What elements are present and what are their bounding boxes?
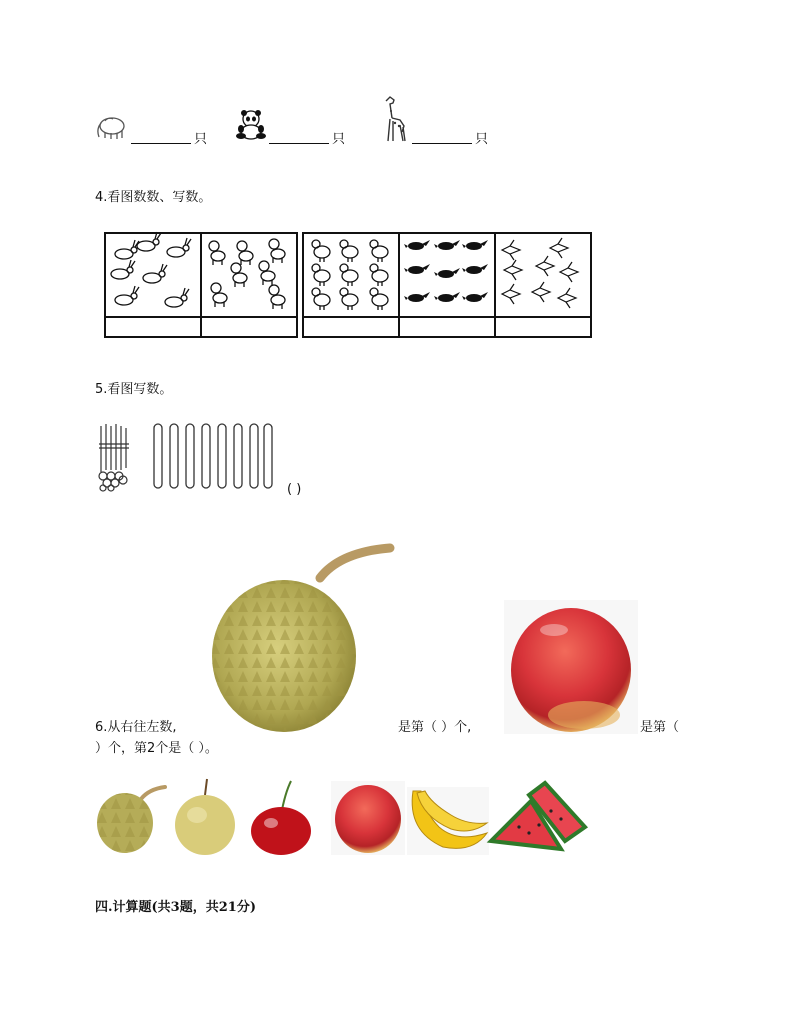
q3-blank-1[interactable] (131, 131, 191, 144)
bird-icon (400, 234, 494, 316)
answer-cell-rabbits[interactable] (105, 317, 201, 337)
chick-icon (304, 234, 398, 316)
cell-dogs (201, 233, 297, 317)
q6-line2: ）个，第2个是（ ）。 (95, 741, 218, 756)
banana-image (407, 787, 489, 855)
q6-line1-prefix: 6.从右往左数, (95, 720, 177, 735)
q6-line1-mid: 是第（ ）个, (398, 720, 472, 735)
q3-row (95, 95, 595, 155)
cell-birds (399, 233, 495, 317)
q5-answer-paren[interactable]: ( ) (287, 482, 302, 497)
section4-title: 四.计算题(共3题，共21分) (95, 900, 256, 915)
panda-icon (235, 109, 267, 141)
dog-icon (202, 234, 296, 316)
peach-large-image (504, 600, 638, 734)
single-sticks-icon (152, 422, 274, 492)
goose-icon (496, 234, 590, 316)
answer-cell-dogs[interactable] (201, 317, 297, 337)
pear-image (171, 775, 241, 857)
q3-unit-2: 只 (332, 132, 346, 147)
q3-unit-1: 只 (194, 132, 208, 147)
cell-chicks (303, 233, 399, 317)
q5-title: 5.看图写数。 (95, 382, 173, 397)
answer-cell-birds[interactable] (399, 317, 495, 337)
cherry-image (247, 779, 317, 857)
q3-blank-2[interactable] (269, 131, 329, 144)
watermelon-image (489, 781, 587, 857)
q4-title: 4.看图数数、写数。 (95, 190, 212, 205)
durian-large-image (208, 544, 394, 734)
giraffe-icon (380, 95, 410, 145)
q3-unit-3: 只 (475, 132, 489, 147)
q4-table-right (302, 232, 592, 338)
sticks-bundle-icon (95, 422, 131, 492)
answer-cell-chicks[interactable] (303, 317, 399, 337)
elephant-icon (95, 113, 127, 141)
durian-image (95, 783, 170, 855)
cell-geese (495, 233, 591, 317)
q6-line1-end: 是第（ (640, 720, 680, 735)
q4-table-left (104, 232, 298, 338)
cell-rabbits (105, 233, 201, 317)
answer-cell-geese[interactable] (495, 317, 591, 337)
fruit-row (95, 775, 595, 860)
q3-blank-3[interactable] (412, 131, 472, 144)
peach-image (331, 781, 405, 855)
rabbit-icon (106, 234, 200, 316)
